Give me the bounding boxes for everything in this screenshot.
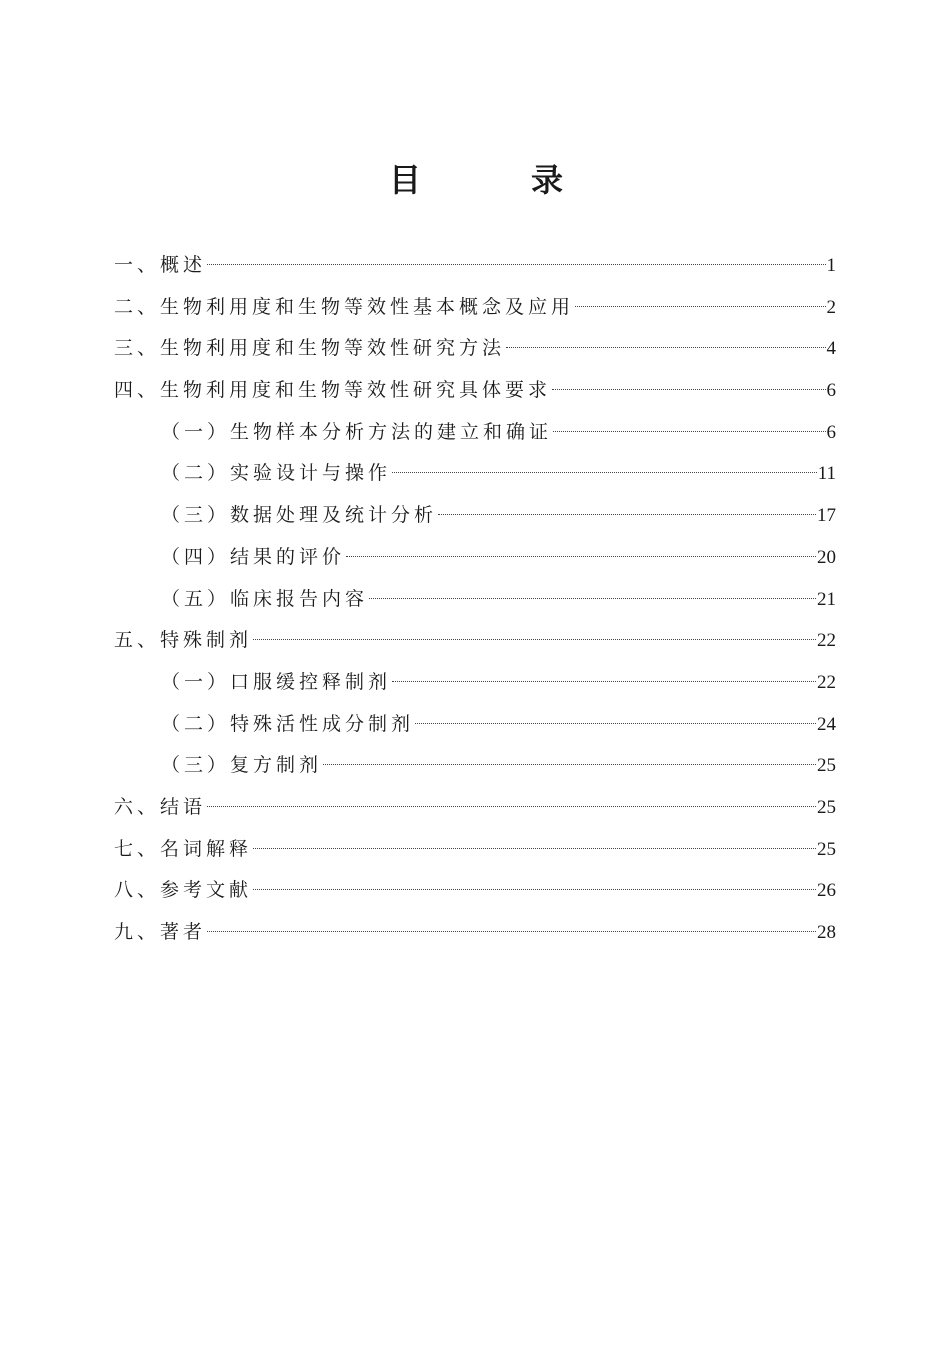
toc-dot-leader — [392, 681, 816, 682]
toc-dot-leader — [506, 347, 825, 348]
toc-entry-label: （四）结果的评价 — [161, 545, 346, 568]
toc-page-number: 1 — [826, 255, 836, 276]
toc-subentry[interactable] — [114, 704, 836, 746]
toc-page-number: 2 — [826, 296, 836, 318]
toc-dot-leader — [207, 931, 816, 932]
toc-dot-leader — [438, 514, 816, 515]
toc-subentry[interactable] — [114, 412, 836, 454]
toc-entry-label: 一、概述 — [114, 254, 207, 276]
toc-entry[interactable] — [114, 328, 836, 370]
toc-subentry[interactable] — [114, 537, 836, 579]
toc-entry-label: 七、名词解释 — [114, 837, 253, 860]
toc-subentry[interactable] — [114, 453, 836, 495]
toc-page-number: 6 — [826, 380, 836, 402]
toc-entry-label: 六、结语 — [114, 795, 207, 818]
toc-page-number: 4 — [826, 338, 836, 360]
toc-entry-label: 三、生物利用度和生物等效性研究方法 — [114, 337, 506, 360]
toc-page-number: 25 — [817, 755, 836, 777]
toc-page-number: 20 — [817, 546, 836, 568]
toc-entry-label: （二）特殊活性成分制剂 — [161, 712, 415, 735]
toc-entry[interactable] — [114, 370, 836, 412]
toc-subentry[interactable] — [114, 579, 836, 621]
toc-entry[interactable] — [114, 829, 836, 871]
toc-title-char-2: 录 — [531, 161, 564, 199]
toc-entry-label: 八、参考文献 — [114, 879, 253, 902]
toc-entry-label: （二）实验设计与操作 — [161, 462, 392, 485]
toc-page-number: 25 — [817, 838, 836, 860]
toc-dot-leader — [553, 431, 825, 432]
toc-dot-leader — [415, 723, 816, 724]
toc-entry-label: 四、生物利用度和生物等效性研究具体要求 — [114, 379, 552, 402]
toc-dot-leader — [253, 639, 816, 640]
toc-subentry[interactable] — [114, 495, 836, 537]
toc-dot-leader — [207, 264, 825, 265]
toc-page-number: 21 — [817, 588, 836, 610]
toc-page-number: 28 — [817, 922, 836, 943]
toc-page-number: 17 — [817, 505, 836, 527]
toc-entry[interactable] — [114, 245, 836, 287]
toc-entry-label: （一）生物样本分析方法的建立和确证 — [161, 420, 553, 443]
toc-entry-label: 五、特殊制剂 — [114, 629, 253, 652]
toc-page-number: 25 — [817, 796, 836, 818]
table-of-contents — [114, 245, 836, 954]
toc-entry[interactable] — [114, 912, 836, 954]
toc-entry[interactable] — [114, 870, 836, 912]
toc-dot-leader — [369, 598, 816, 599]
toc-entry[interactable] — [114, 620, 836, 662]
toc-page-number: 26 — [817, 880, 836, 902]
toc-dot-leader — [323, 764, 816, 765]
toc-page-number: 6 — [826, 421, 836, 443]
toc-entry-label: （三）复方制剂 — [161, 754, 323, 777]
toc-entry[interactable] — [114, 787, 836, 829]
toc-dot-leader — [575, 306, 825, 307]
toc-entry-label: （三）数据处理及统计分析 — [161, 504, 438, 527]
toc-dot-leader — [253, 848, 816, 849]
toc-title — [0, 155, 952, 205]
toc-entry-label: 九、著者 — [114, 921, 207, 943]
toc-subentry[interactable] — [114, 745, 836, 787]
toc-page-number: 24 — [817, 713, 836, 735]
toc-dot-leader — [253, 889, 816, 890]
toc-page-number: 22 — [817, 671, 836, 693]
toc-page-number: 22 — [817, 630, 836, 652]
toc-page-number: 11 — [817, 463, 836, 485]
toc-entry[interactable] — [114, 287, 836, 329]
toc-subentry[interactable] — [114, 662, 836, 704]
toc-dot-leader — [392, 472, 817, 473]
toc-entry-label: （五）临床报告内容 — [161, 587, 369, 610]
toc-dot-leader — [552, 389, 825, 390]
toc-dot-leader — [346, 556, 816, 557]
toc-entry-label: 二、生物利用度和生物等效性基本概念及应用 — [114, 295, 575, 318]
toc-title-char-1: 目 — [388, 161, 421, 199]
toc-dot-leader — [207, 806, 816, 807]
toc-entry-label: （一）口服缓控释制剂 — [161, 670, 392, 693]
